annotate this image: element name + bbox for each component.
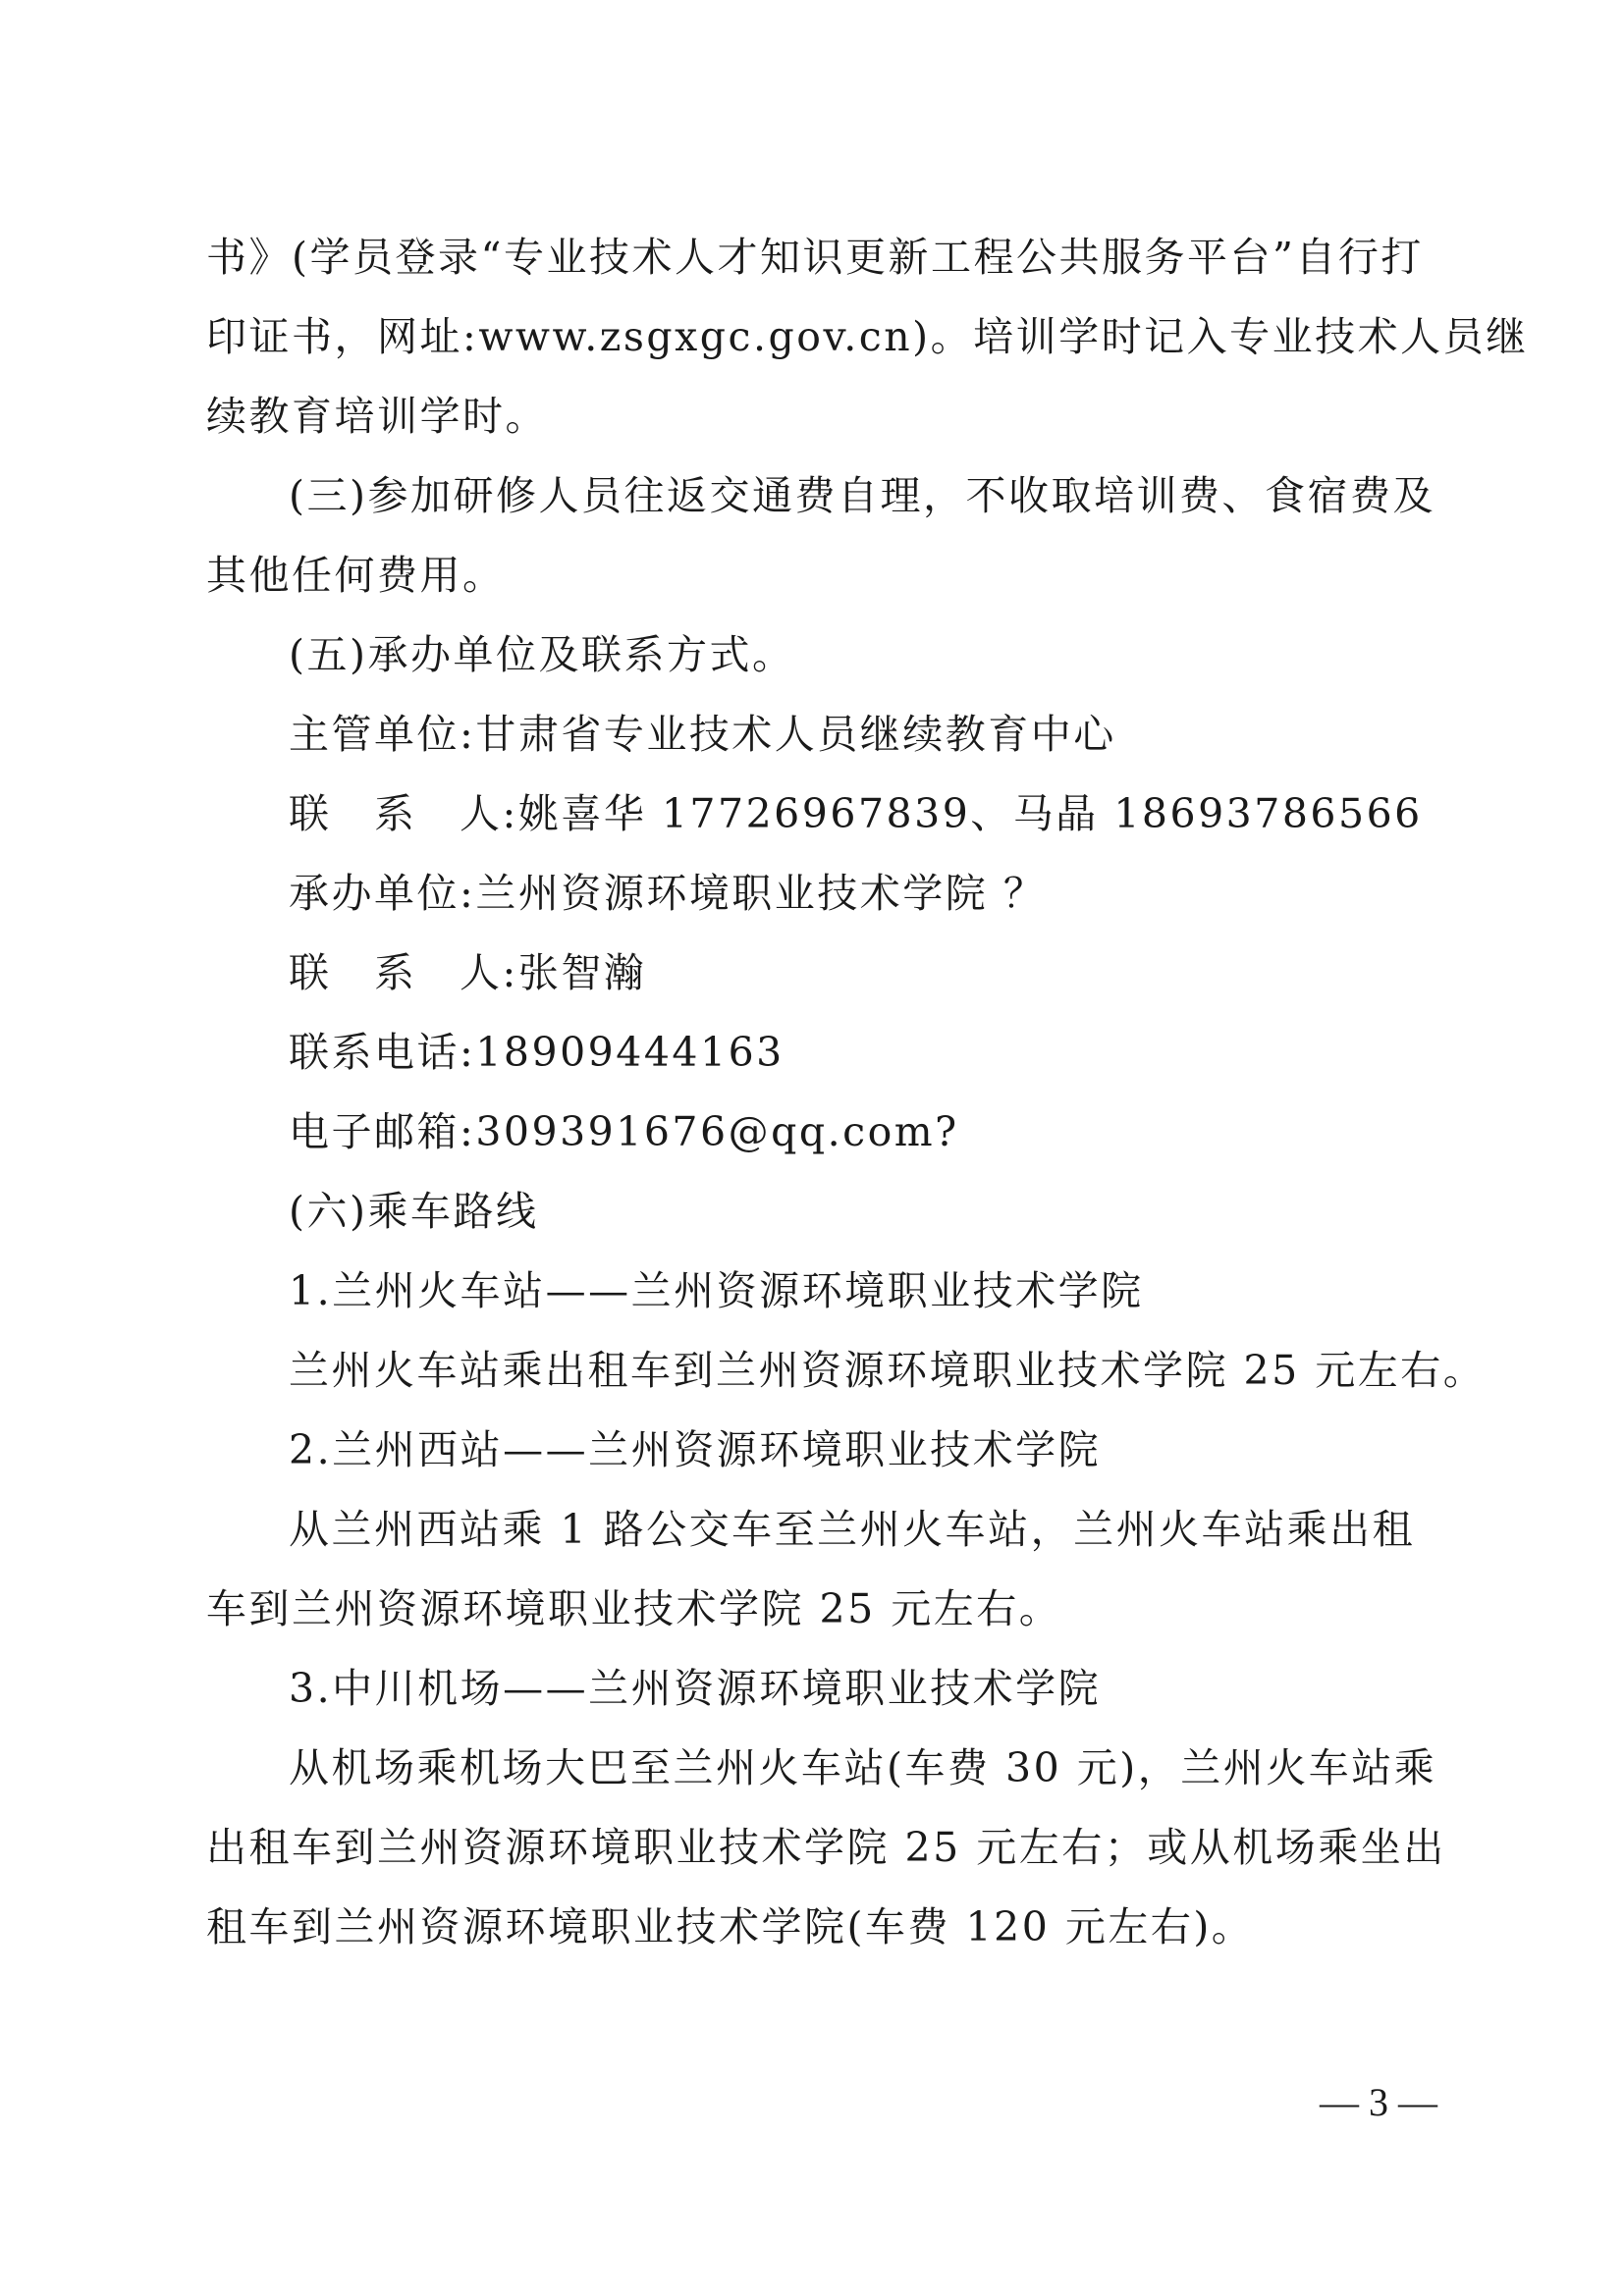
route-3-title: 3.中川机场——兰州资源环境职业技术学院 bbox=[289, 1665, 1102, 1712]
host-unit: 承办单位:兰州资源环境职业技术学院 ？ bbox=[289, 870, 1047, 917]
page-number: — 3 — bbox=[1320, 2080, 1437, 2124]
supervising-unit: 主管单位:甘肃省专业技术人员继续教育中心 bbox=[289, 711, 1116, 758]
host-contact-person: 联 系 人:张智瀚 bbox=[289, 949, 647, 996]
section-heading-six: (六)乘车路线 bbox=[289, 1188, 539, 1235]
text-line-1: 书》(学员登录“专业技术人才知识更新工程公共服务平台”自行打 bbox=[206, 234, 1424, 281]
route-2-desc-line-1: 从兰州西站乘 1 路公交车至兰州火车站，兰州火车站乘出租 bbox=[289, 1506, 1416, 1553]
route-3-desc-line-3: 租车到兰州资源环境职业技术学院(车费 120 元左右)。 bbox=[206, 1903, 1255, 1950]
route-3-desc-line-2: 出租车到兰州资源环境职业技术学院 25 元左右；或从机场乘坐出 bbox=[206, 1824, 1446, 1871]
route-1-title: 1.兰州火车站——兰州资源环境职业技术学院 bbox=[289, 1267, 1144, 1314]
text-line-3: 续教育培训学时。 bbox=[206, 393, 548, 440]
route-2-title: 2.兰州西站——兰州资源环境职业技术学院 bbox=[289, 1426, 1102, 1473]
text-line-2: 印证书，网址:www.zsgxgc.gov.cn)。培训学时记入专业技术人员继 bbox=[206, 313, 1529, 360]
route-1-desc: 兰州火车站乘出租车到兰州资源环境职业技术学院 25 元左右。 bbox=[289, 1347, 1487, 1394]
route-2-desc-line-2: 车到兰州资源环境职业技术学院 25 元左右。 bbox=[206, 1585, 1062, 1632]
section-heading-five: (五)承办单位及联系方式。 bbox=[289, 631, 795, 678]
text-line-4: (三)参加研修人员往返交通费自理，不收取培训费、食宿费及 bbox=[289, 472, 1435, 519]
contact-email: 电子邮箱:309391676@qq.com? bbox=[289, 1108, 959, 1155]
text-line-5: 其他任何费用。 bbox=[206, 552, 506, 599]
contact-phone: 联系电话:18909444163 bbox=[289, 1029, 785, 1076]
contact-persons: 联 系 人:姚喜华 17726967839、马晶 18693786566 bbox=[289, 790, 1423, 837]
route-3-desc-line-1: 从机场乘机场大巴至兰州火车站(车费 30 元)，兰州火车站乘 bbox=[289, 1744, 1437, 1791]
